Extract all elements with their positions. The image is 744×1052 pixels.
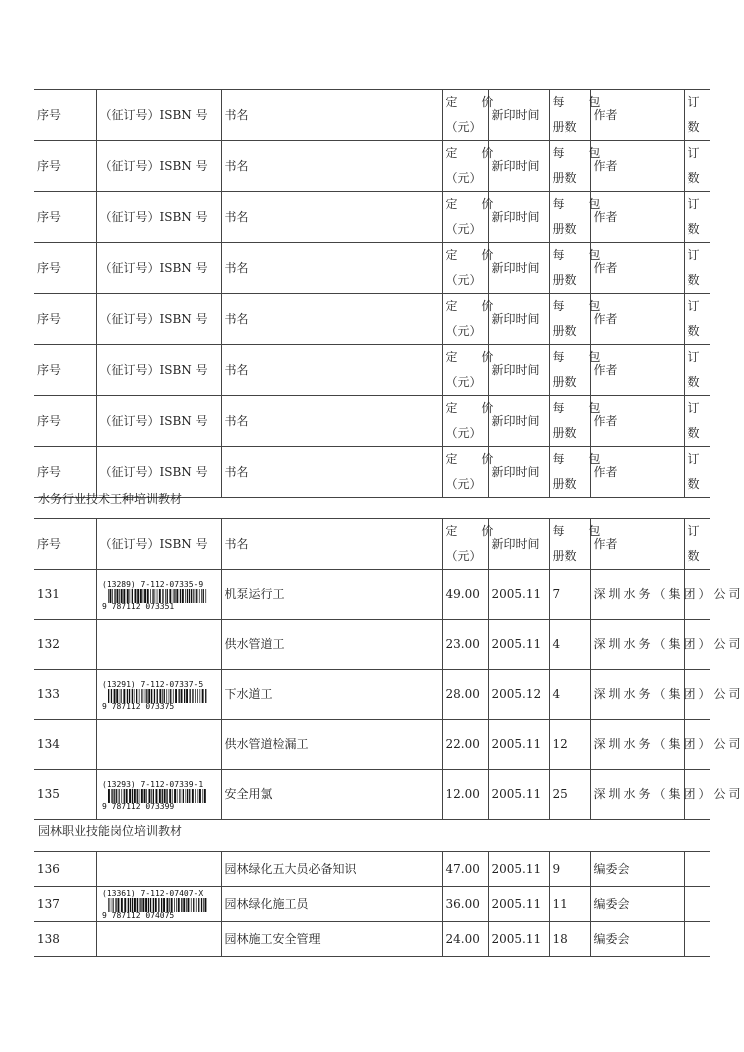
- per-pack-unit: 册数: [552, 477, 577, 491]
- col-isbn: （征订号）ISBN 号: [96, 396, 221, 447]
- cell-price: 49.00: [442, 570, 488, 620]
- order-label-2: 数: [687, 426, 700, 440]
- col-author: 作者: [590, 192, 684, 243]
- cell-title: 园林绿化施工员: [221, 887, 442, 922]
- col-isbn: （征订号）ISBN 号: [96, 294, 221, 345]
- cell-seq: 132: [34, 620, 96, 670]
- per-pack-unit: 册数: [552, 171, 577, 185]
- cell-price: 12.00: [442, 770, 488, 820]
- price-label: 定 价: [445, 197, 504, 211]
- per-pack-label: 每 包: [552, 452, 611, 466]
- cell-per-pack: 25: [549, 770, 590, 820]
- cell-title: 供水管道工: [221, 620, 442, 670]
- col-author: 作者: [590, 243, 684, 294]
- col-print-time: 新印时间: [488, 90, 549, 141]
- cell-price: 36.00: [442, 887, 488, 922]
- barcode-top-text: (13291) 7-112-07337-5: [101, 679, 203, 689]
- section-title-garden: 园林职业技能岗位培训教材: [38, 824, 183, 838]
- cell-title: 机泵运行工: [221, 570, 442, 620]
- order-label-2: 数: [687, 171, 700, 185]
- header-row: [34, 345, 710, 396]
- table-row: [34, 620, 710, 670]
- per-pack-label: 每 包: [552, 95, 611, 109]
- per-pack-label: 每 包: [552, 146, 611, 160]
- cell-seq: 138: [34, 922, 96, 957]
- price-unit: （元）: [445, 120, 482, 134]
- cell-print-time: 2005.11: [488, 720, 549, 770]
- header-row: [34, 519, 710, 570]
- col-seq: 序号: [34, 243, 96, 294]
- order-label-2: 数: [687, 324, 700, 338]
- col-print-time: 新印时间: [488, 294, 549, 345]
- cell-print-time: 2005.11: [488, 887, 549, 922]
- order-label-1: 订: [687, 146, 700, 160]
- col-price: [442, 90, 504, 141]
- col-order: [684, 294, 710, 345]
- order-label-1: 订: [687, 95, 700, 109]
- col-order: [684, 396, 710, 447]
- header-row: [34, 294, 710, 345]
- cell-author: 深圳水务（集团）公司: [590, 620, 684, 670]
- col-seq: 序号: [34, 345, 96, 396]
- price-label: 定 价: [445, 452, 504, 466]
- col-title: 书名: [221, 345, 442, 396]
- price-unit: （元）: [445, 426, 482, 440]
- cell-author: 深圳水务（集团）公司: [590, 720, 684, 770]
- order-label-2: 数: [687, 120, 700, 134]
- cell-per-pack: 9: [549, 852, 590, 887]
- cell-isbn: [96, 922, 221, 957]
- col-print-time: 新印时间: [488, 141, 549, 192]
- price-unit: （元）: [445, 273, 482, 287]
- cell-title: 园林施工安全管理: [221, 922, 442, 957]
- col-print-time: 新印时间: [488, 345, 549, 396]
- per-pack-unit: 册数: [552, 324, 577, 338]
- col-isbn: （征订号）ISBN 号: [96, 519, 221, 570]
- cell-seq: 131: [34, 570, 96, 620]
- per-pack-label: 每 包: [552, 524, 611, 538]
- per-pack-unit: 册数: [552, 375, 577, 389]
- col-seq: 序号: [34, 396, 96, 447]
- order-label-2: 数: [687, 549, 700, 563]
- cell-price: 23.00: [442, 620, 488, 670]
- header-row: [34, 90, 710, 141]
- cell-seq: 134: [34, 720, 96, 770]
- table-row: [34, 670, 710, 720]
- garden-section-table: [34, 851, 710, 957]
- col-order: [684, 243, 710, 294]
- col-title: 书名: [221, 192, 442, 243]
- col-isbn: （征订号）ISBN 号: [96, 192, 221, 243]
- per-pack-unit: 册数: [552, 273, 577, 287]
- barcode-top-text: (13293) 7-112-07339-1: [101, 779, 203, 789]
- header-rows-table: [34, 89, 710, 498]
- cell-author: 编委会: [590, 852, 684, 887]
- col-author: 作者: [590, 396, 684, 447]
- col-price: [442, 243, 504, 294]
- table-row: [34, 887, 710, 922]
- col-seq: 序号: [34, 294, 96, 345]
- col-author: 作者: [590, 141, 684, 192]
- col-author: 作者: [590, 294, 684, 345]
- per-pack-label: 每 包: [552, 350, 611, 364]
- cell-order: [684, 852, 710, 887]
- col-print-time: 新印时间: [488, 396, 549, 447]
- col-title: 书名: [221, 294, 442, 345]
- water-section-table: [34, 518, 744, 820]
- col-seq: 序号: [34, 90, 96, 141]
- price-unit: （元）: [445, 375, 482, 389]
- order-label-1: 订: [687, 299, 700, 313]
- per-pack-unit: 册数: [552, 426, 577, 440]
- header-row: [34, 396, 710, 447]
- header-row: [34, 141, 710, 192]
- cell-seq: 135: [34, 770, 96, 820]
- order-label-2: 数: [687, 477, 700, 491]
- barcode-bottom-text: 9 787112 073375: [101, 701, 174, 711]
- order-label-1: 订: [687, 197, 700, 211]
- price-unit: （元）: [445, 549, 482, 563]
- cell-title: 园林绿化五大员必备知识: [221, 852, 442, 887]
- cell-title: 供水管道检漏工: [221, 720, 442, 770]
- cell-seq: 137: [34, 887, 96, 922]
- cell-print-time: 2005.11: [488, 770, 549, 820]
- barcode-icon: [100, 680, 210, 710]
- col-price: [442, 345, 504, 396]
- price-label: 定 价: [445, 401, 504, 415]
- table-row: [34, 922, 710, 957]
- col-isbn: （征订号）ISBN 号: [96, 345, 221, 396]
- cell-per-pack: 18: [549, 922, 590, 957]
- per-pack-unit: 册数: [552, 120, 577, 134]
- per-pack-unit: 册数: [552, 222, 577, 236]
- order-label-2: 数: [687, 273, 700, 287]
- col-title: 书名: [221, 396, 442, 447]
- col-isbn: （征订号）ISBN 号: [96, 90, 221, 141]
- cell-price: 28.00: [442, 670, 488, 720]
- price-label: 定 价: [445, 146, 504, 160]
- col-price: [442, 519, 504, 570]
- col-order: [684, 519, 710, 570]
- cell-price: 24.00: [442, 922, 488, 957]
- col-title: 书名: [221, 519, 442, 570]
- cell-isbn: [96, 670, 221, 720]
- barcode-icon: [100, 780, 210, 810]
- col-price: [442, 396, 504, 447]
- cell-isbn: [96, 570, 221, 620]
- cell-print-time: 2005.11: [488, 922, 549, 957]
- col-price: [442, 141, 504, 192]
- section-title-water: 水务行业技术工种培训教材: [38, 492, 183, 506]
- cell-per-pack: 11: [549, 887, 590, 922]
- cell-author: 深圳水务（集团）公司: [590, 670, 684, 720]
- price-unit: （元）: [445, 324, 482, 338]
- table-row: [34, 570, 710, 620]
- col-print-time: 新印时间: [488, 519, 549, 570]
- order-label-1: 订: [687, 452, 700, 466]
- col-author: 作者: [590, 90, 684, 141]
- price-unit: （元）: [445, 171, 482, 185]
- cell-order: [684, 922, 710, 957]
- barcode-icon: [100, 580, 210, 610]
- cell-isbn: [96, 720, 221, 770]
- cell-print-time: 2005.11: [488, 570, 549, 620]
- price-unit: （元）: [445, 222, 482, 236]
- cell-title: 安全用氯: [221, 770, 442, 820]
- table-row: [34, 852, 710, 887]
- order-label-1: 订: [687, 524, 700, 538]
- order-label-2: 数: [687, 222, 700, 236]
- col-order: [684, 141, 710, 192]
- barcode-bottom-text: 9 787112 073399: [101, 801, 174, 811]
- barcode-bottom-text: 9 787112 074075: [101, 911, 174, 920]
- price-label: 定 价: [445, 524, 504, 538]
- header-row: [34, 192, 710, 243]
- cell-per-pack: 4: [549, 670, 590, 720]
- cell-title: 下水道工: [221, 670, 442, 720]
- col-seq: 序号: [34, 192, 96, 243]
- barcode-bottom-text: 9 787112 073351: [101, 601, 174, 611]
- cell-seq: 136: [34, 852, 96, 887]
- cell-isbn: [96, 770, 221, 820]
- col-title: 书名: [221, 90, 442, 141]
- cell-per-pack: 7: [549, 570, 590, 620]
- col-seq: 序号: [34, 141, 96, 192]
- col-isbn: （征订号）ISBN 号: [96, 141, 221, 192]
- per-pack-label: 每 包: [552, 248, 611, 262]
- cell-author: 深圳水务（集团）公司: [590, 770, 684, 820]
- cell-per-pack: 4: [549, 620, 590, 670]
- table-row: [34, 770, 710, 820]
- cell-isbn: [96, 887, 221, 922]
- per-pack-label: 每 包: [552, 299, 611, 313]
- price-label: 定 价: [445, 299, 504, 313]
- col-price: [442, 294, 504, 345]
- cell-print-time: 2005.11: [488, 852, 549, 887]
- col-author: 作者: [590, 447, 684, 498]
- cell-isbn: [96, 620, 221, 670]
- header-row: [34, 243, 710, 294]
- col-isbn: （征订号）ISBN 号: [96, 447, 221, 498]
- col-print-time: 新印时间: [488, 243, 549, 294]
- price-label: 定 价: [445, 95, 504, 109]
- col-print-time: 新印时间: [488, 447, 549, 498]
- col-order: [684, 90, 710, 141]
- price-label: 定 价: [445, 350, 504, 364]
- cell-per-pack: 12: [549, 720, 590, 770]
- cell-author: 编委会: [590, 887, 684, 922]
- cell-author: 编委会: [590, 922, 684, 957]
- col-seq: 序号: [34, 447, 96, 498]
- per-pack-unit: 册数: [552, 549, 577, 563]
- col-price: [442, 192, 504, 243]
- table-row: [34, 720, 710, 770]
- cell-seq: 133: [34, 670, 96, 720]
- col-isbn: （征订号）ISBN 号: [96, 243, 221, 294]
- col-order: [684, 447, 710, 498]
- col-price: [442, 447, 504, 498]
- col-author: 作者: [590, 345, 684, 396]
- col-title: 书名: [221, 141, 442, 192]
- col-order: [684, 345, 710, 396]
- col-print-time: 新印时间: [488, 192, 549, 243]
- col-title: 书名: [221, 447, 442, 498]
- col-seq: 序号: [34, 519, 96, 570]
- price-unit: （元）: [445, 477, 482, 491]
- col-order: [684, 192, 710, 243]
- cell-price: 47.00: [442, 852, 488, 887]
- price-label: 定 价: [445, 248, 504, 262]
- order-label-2: 数: [687, 375, 700, 389]
- order-label-1: 订: [687, 248, 700, 262]
- barcode-icon: [100, 889, 210, 919]
- barcode-top-text: (13361) 7-112-07407-X: [101, 889, 203, 898]
- order-label-1: 订: [687, 350, 700, 364]
- order-label-1: 订: [687, 401, 700, 415]
- per-pack-label: 每 包: [552, 197, 611, 211]
- cell-print-time: 2005.11: [488, 620, 549, 670]
- col-title: 书名: [221, 243, 442, 294]
- cell-author: 深圳水务（集团）公司: [590, 570, 684, 620]
- barcode-top-text: (13289) 7-112-07335-9: [101, 579, 203, 589]
- cell-price: 22.00: [442, 720, 488, 770]
- col-author: 作者: [590, 519, 684, 570]
- cell-order: [684, 887, 710, 922]
- per-pack-label: 每 包: [552, 401, 611, 415]
- cell-print-time: 2005.12: [488, 670, 549, 720]
- cell-isbn: [96, 852, 221, 887]
